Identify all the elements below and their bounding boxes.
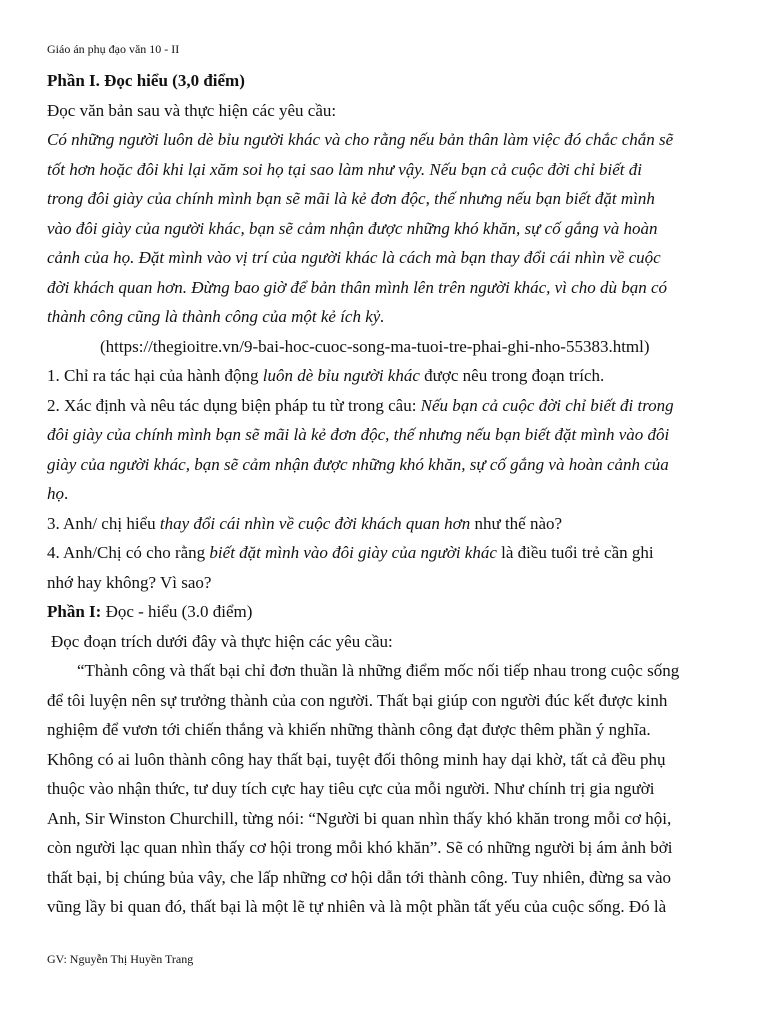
question-4-line: nhớ hay không? Vì sao? [47,572,212,592]
question-2 [47,391,727,421]
q1-text-end: được nêu trong đoạn trích. [419,366,605,385]
part1-passage-line: thành công cũng là thành công của một kẻ ích kỷ. [47,307,385,326]
part1-passage-line: trong đôi giày của chính mình bạn sẽ mãi là kẻ đơn độc, thế nhưng nếu bạn biết đặt mình [47,189,655,208]
q2-period: . [64,484,69,503]
question-2-line [47,479,727,509]
page-header: Giáo án phụ đạo văn 10 - II [47,42,180,56]
q4-emphasis: biết đặt mình vào đôi giày của người khác [209,543,497,562]
question-3 [47,509,727,539]
q1-emphasis: luôn dè bỉu người khác [262,366,420,385]
q3-text-end: như thế nào? [470,513,563,533]
part2-passage-line: thuộc vào nhận thức, tư duy tích cực hay tiêu cực của mỗi người. Như chính trị gia người [47,779,655,798]
q4-text: 4. Anh/Chị có cho rằng [47,543,210,562]
part1-passage-line: tốt hơn hoặc đôi khi lại xăm soi họ tại sao làm như vậy. Nếu bạn cả cuộc đời chỉ biết đi [47,159,642,179]
part2-heading [47,597,727,627]
part1-heading: Phần I. Đọc hiểu (3,0 điểm) [47,71,245,90]
q2-text: 2. Xác định và nêu tác dụng biện pháp tu từ trong câu: [47,395,421,415]
part1-instruction: Đọc văn bản sau và thực hiện các yêu cầu: [47,100,337,120]
question-1 [47,361,727,391]
part1-passage-line: cảnh của họ. Đặt mình vào vị trí của người khác là cách mà bạn thay đổi cái nhìn về cuộc [47,248,661,267]
question-4 [47,538,727,568]
q2-emphasis-end: họ [47,484,64,503]
question-2-line: đôi giày của chính mình bạn sẽ mãi là kẻ đơn độc, thế nhưng nếu bạn biết đặt mình vào đôi [47,425,670,444]
part2-heading-rest: Đọc - hiểu (3.0 điểm) [101,602,253,621]
part2-passage-line: còn người lạc quan nhìn thấy cơ hội trong mỗi khó khăn”. Sẽ có những người bị ám ảnh bởi [47,838,673,857]
q3-emphasis: thay đổi cái nhìn về cuộc đời khách quan hơn [159,513,471,533]
part2-heading-bold: Phần I: [47,602,102,621]
document-body [47,66,727,922]
part1-passage-line: đời khách quan hơn. Đừng bao giờ để bản thân mình lên trên người khác, vì cho dù bạn có [47,277,667,297]
q1-text: 1. Chỉ ra tác hại của hành động [47,366,263,385]
part2-instruction: Đọc đoạn trích dưới đây và thực hiện các yêu cầu: [51,631,393,651]
q2-emphasis: Nếu bạn cả cuộc đời chỉ biết đi trong [420,395,674,415]
part2-passage-line: nghiệm để vươn tới chiến thắng và khiến những thành công đạt được thêm phần ý nghĩa. [47,720,651,739]
part2-passage-line: thất bại, bị chúng bủa vây, che lấp những cơ hội dẫn tới thành công. Tuy nhiên, đừng sa vào [47,867,672,887]
part2-passage-line: Anh, Sir Winston Churchill, từng nói: “Người bi quan nhìn thấy khó khăn trong mỗi cơ hội, [47,808,672,828]
part2-passage-line: vũng lầy bi quan đó, thất bại là một lẽ tự nhiên và là một phần tất yếu của cuộc sống. Đó là [47,897,667,916]
part2-passage-line: “Thành công và thất bại chỉ đơn thuần là những điểm mốc nối tiếp nhau trong cuộc sống [77,661,680,680]
part2-passage-line: để tôi luyện nên sự trưởng thành của con người. Thất bại giúp con người đúc kết được kinh [47,690,668,710]
part1-passage-line: Có những người luôn dè bỉu người khác và cho rằng nếu bản thân làm việc đó chắc chắn sẽ [47,130,674,149]
q4-text-end: là điều tuổi trẻ cần ghi [496,543,654,562]
question-2-line: giày của người khác, bạn sẽ cảm nhận được những khó khăn, sự cố gắng và hoàn cảnh của [47,454,669,474]
page-footer: GV: Nguyễn Thị Huyền Trang [47,952,194,966]
part2-passage-line: Không có ai luôn thành công hay thất bại, tuyệt đối thông minh hay dại khờ, tất cả đều phụ [47,749,666,769]
q3-text: 3. Anh/ chị hiểu [47,513,160,533]
part1-passage-line: vào đôi giày của người khác, bạn sẽ cảm nhận được những khó khăn, sự cố gắng và hoàn [47,218,658,238]
part1-source: (https://thegioitre.vn/9-bai-hoc-cuoc-song-ma-tuoi-tre-phai-ghi-nho-55383.html) [100,336,650,356]
